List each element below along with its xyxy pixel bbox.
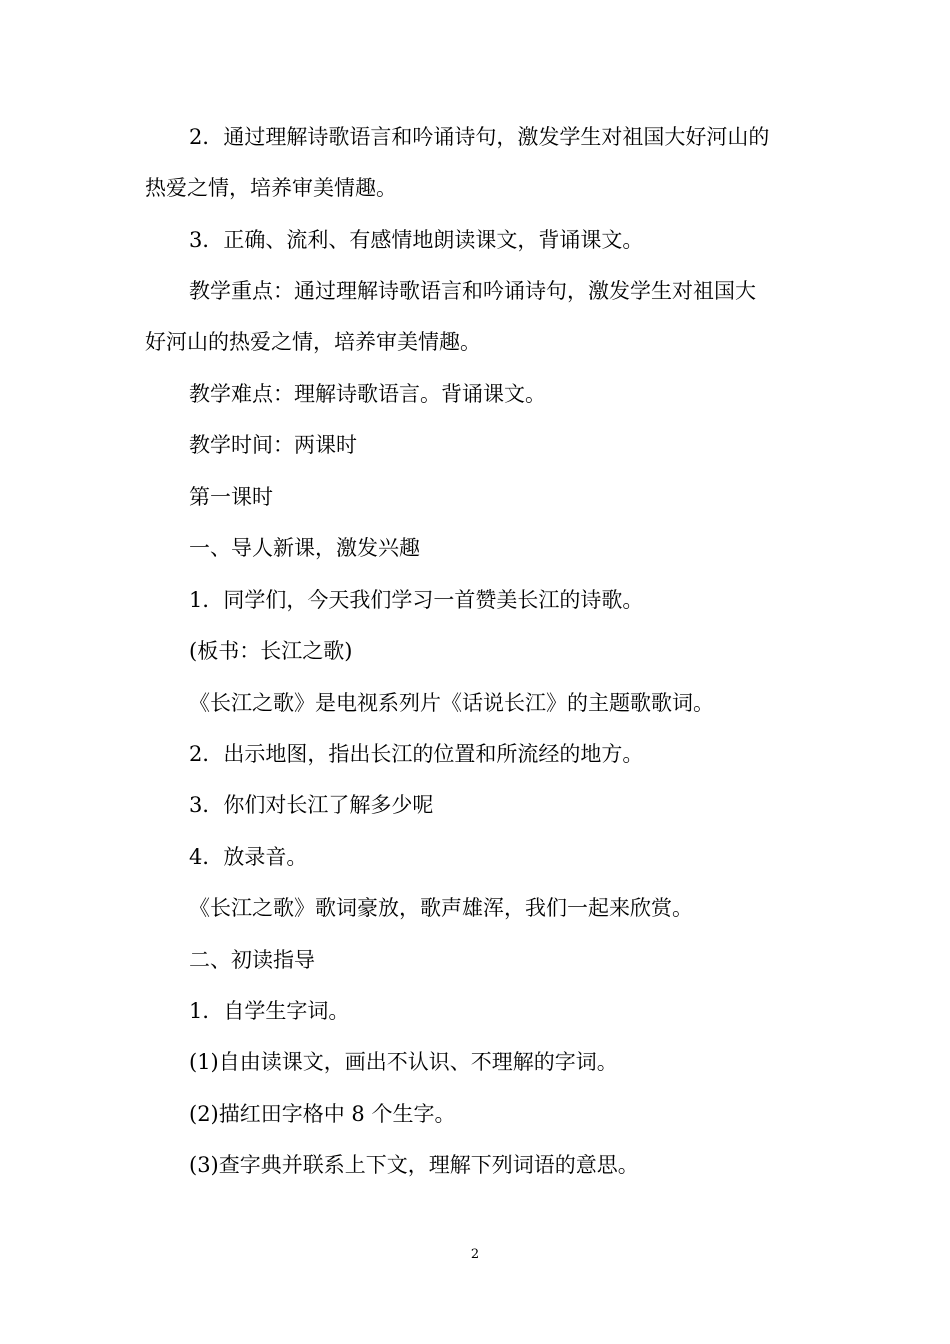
reading-substep-1: (1)自由读课文，画出不认识、不理解的字词。 (189, 1050, 618, 1074)
teaching-difficulty: 教学难点：理解诗歌语言。背诵课文。 (189, 382, 546, 406)
page-number: 2 (470, 1247, 480, 1262)
teaching-time: 教学时间：两课时 (189, 433, 357, 457)
blackboard-note: (板书：长江之歌) (189, 639, 353, 663)
step-3: 3．你们对长江了解多少呢 (189, 793, 434, 817)
song-appreciation: 《长江之歌》歌词豪放，歌声雄浑，我们一起来欣赏。 (189, 896, 693, 920)
step-4: 4．放录音。 (189, 845, 308, 869)
objective-2-line-2: 热爱之情，培养审美情趣。 (145, 176, 397, 200)
section-heading-1: 一、导人新课，激发兴趣 (189, 536, 420, 560)
reading-substep-2: (2)描红田字格中 8 个生字。 (189, 1102, 456, 1126)
step-2: 2．出示地图，指出长江的位置和所流经的地方。 (189, 742, 644, 766)
objective-3: 3．正确、流利、有感情地朗读课文，背诵课文。 (189, 228, 644, 252)
reading-substep-3: (3)查字典并联系上下文，理解下列词语的意思。 (189, 1153, 639, 1177)
section-heading-2: 二、初读指导 (189, 948, 315, 972)
step-1: 1．同学们，今天我们学习一首赞美长江的诗歌。 (189, 588, 644, 612)
reading-step-1: 1．自学生字词。 (189, 999, 350, 1023)
lesson-heading: 第一课时 (189, 485, 273, 509)
objective-2-line-1: 2．通过理解诗歌语言和吟诵诗句，激发学生对祖国大好河山的 (189, 125, 770, 149)
song-description: 《长江之歌》是电视系列片《话说长江》的主题歌歌词。 (189, 691, 714, 715)
teaching-focus-line-2: 好河山的热爱之情，培养审美情趣。 (145, 330, 481, 354)
teaching-focus-line-1: 教学重点：通过理解诗歌语言和吟诵诗句，激发学生对祖国大 (189, 279, 756, 303)
